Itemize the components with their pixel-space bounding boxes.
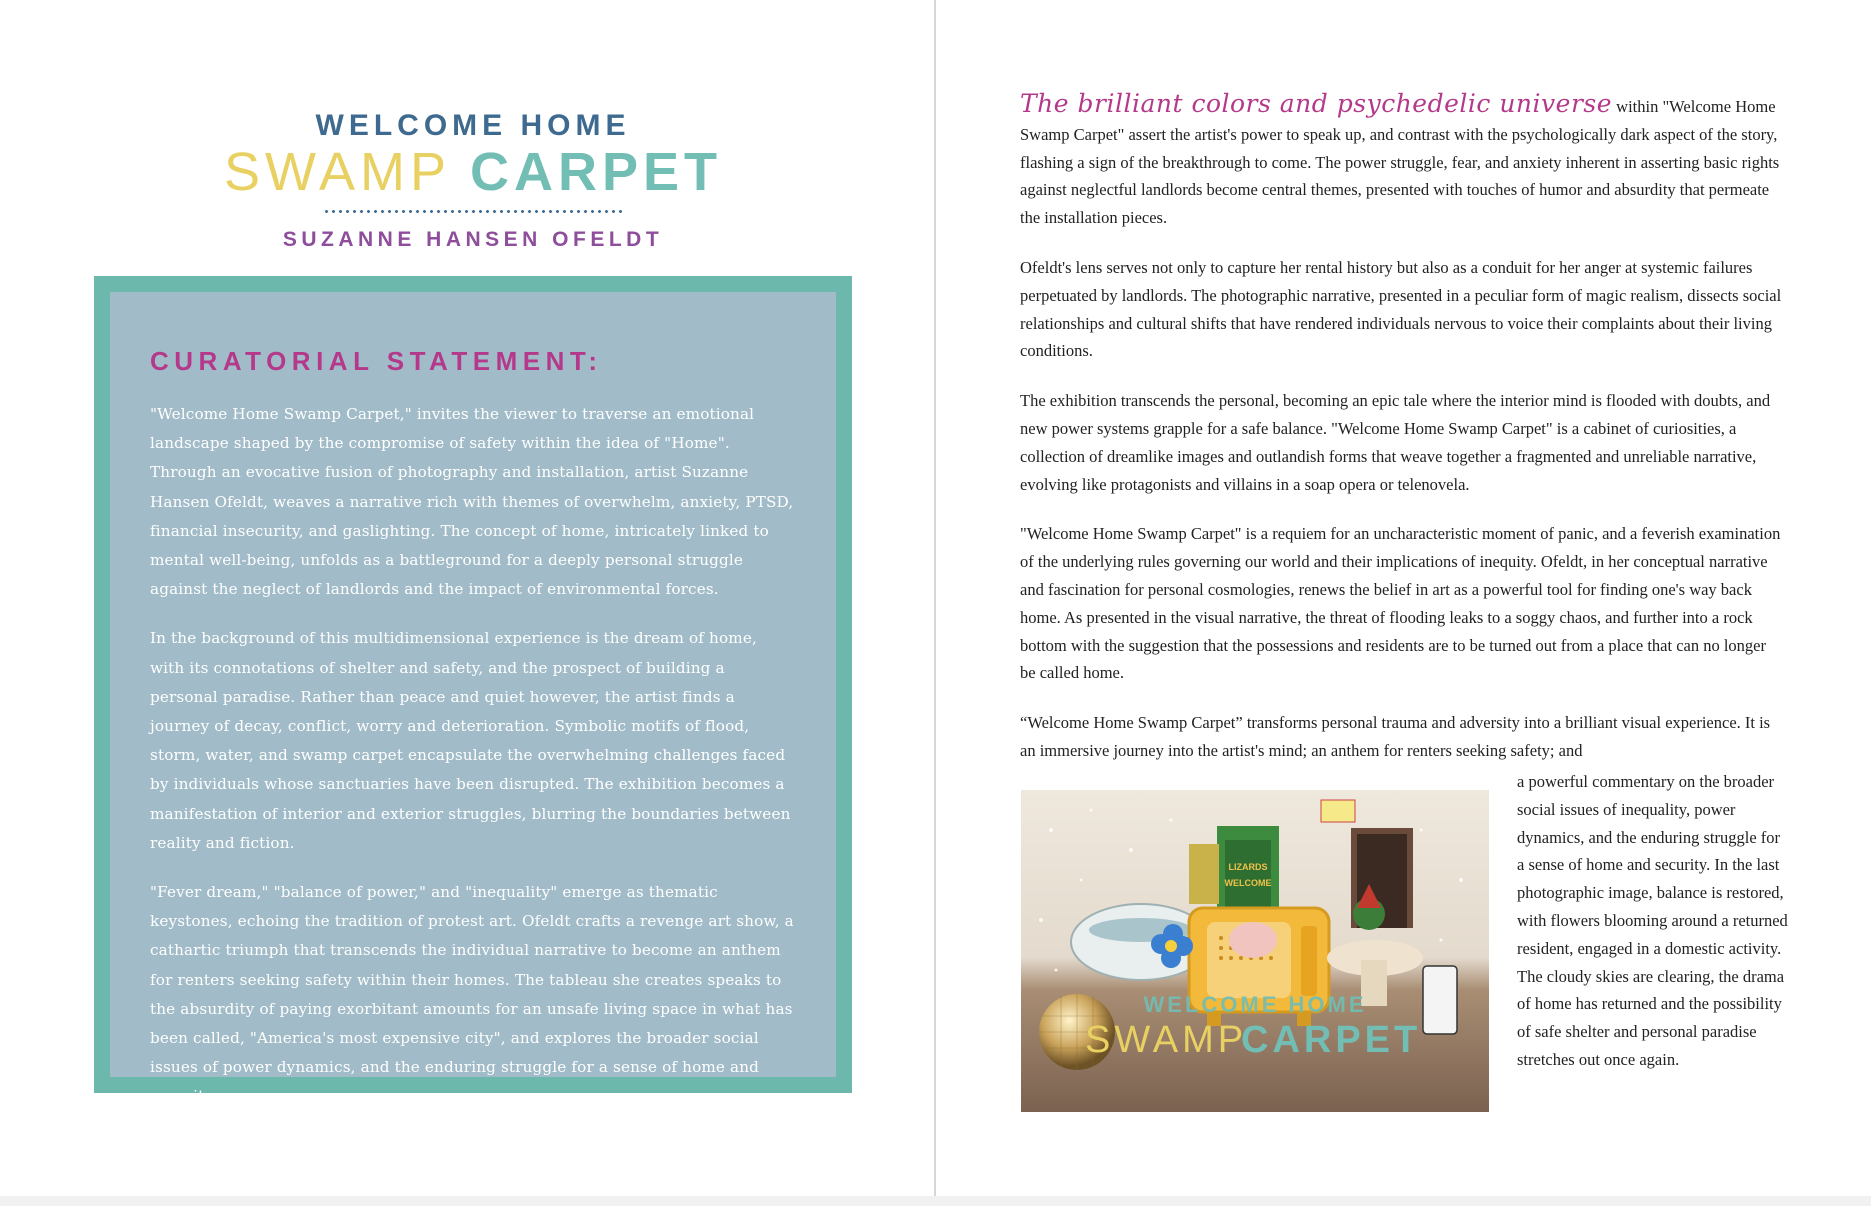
title-swamp: SWAMP [223, 142, 450, 202]
essay-paragraph: "Welcome Home Swamp Carpet" is a requiem for an uncharacteristic moment of panic, and a feverish examination of the underlying rules governing our world and their implications of inequity. Ofeldt, in her conceptual narrative and fascination for personal cosmologies, renews the belief in art as a powerful tool for finding one's way back home. As presented in the visual narrative, the threat of flooding leaks to a soggy chaos, and further into a rock bottom with the suggestion that the possessions and residents are to be turned out from a place that can no longer be called home. [1020, 524, 1781, 683]
photo-overlay-swamp: SWAMP [1085, 1019, 1248, 1061]
essay-paragraph: The exhibition transcends the personal, becoming an epic tale where the interior mind is flooded with doubts, and new power systems grapple for a safe balance. "Welcome Home Swamp Carpet" is a cabinet of curiosities, a collection of dreamlike images and outlandish forms that weave together a fragmented and unreliable narrative, evolving like protagonists and villains in a soap opera or telenovela. [1020, 391, 1771, 494]
page-divider [934, 0, 936, 1206]
curatorial-statement-heading: CURATORIAL STATEMENT: [150, 346, 603, 376]
title-swamp-carpet [94, 142, 852, 202]
statement-paragraph: "Fever dream," "balance of power," and "inequality" emerge as thematic keystones, echoing the tradition of protest art. Ofeldt crafts a revenge art show, a cathartic triumph that transcends the individual narrative to become an anthem for renters seeking safety within their homes. The tableau she creates speaks to the absurdity of paying exorbitant amounts for an unsafe living space in what has been called, "America's most expensive city", and explores the broader social issues of power dynamics, and the enduring struggle for a sense of home and security. [150, 883, 794, 1106]
essay-paragraph: Ofeldt's lens serves not only to capture her rental history but also as a conduit for her anger at systemic failures perpetuated by landlords. The photographic narrative, presented in a peculiar form of magic realism, dissects social relationships and cultural shifts that have rendered individuals nervous to voice their complaints about their living conditions. [1020, 257, 1782, 361]
essay-paragraph: “Welcome Home Swamp Carpet” transforms personal trauma and adversity into a brilliant visual experience. It is an immersive journey into the artist's mind; an anthem for renters seeking safety; and [1020, 713, 1771, 760]
pig-figure [1229, 922, 1277, 958]
photo-overlay-welcome-home: WELCOME HOME [1143, 992, 1367, 1017]
cup [1423, 966, 1457, 1034]
exhibition-photo [1021, 790, 1489, 1112]
photo-overlay-carpet: CARPET [1241, 1019, 1422, 1061]
dotted-divider [323, 210, 623, 213]
page-bottom-edge [0, 1196, 1871, 1206]
wrapped-text-column [1517, 768, 1789, 1074]
essay-wrap-paragraph: a powerful commentary on the broader social issues of inequality, power dynamics, and the enduring struggle for a sense of home and security. In the last photographic image, balance is restored, with flowers blooming around a returned resident, engaged in a domestic activity. The cloudy skies are clearing, the drama of home has returned and the possibility of safe shelter and personal paradise stretches out once again. [1517, 772, 1788, 1069]
script-lead-text: The brilliant colors and psychedelic universe [1020, 89, 1613, 118]
title-carpet: CARPET [470, 142, 723, 202]
statement-paragraph: "Welcome Home Swamp Carpet," invites the viewer to traverse an emotional landscape shaped by the compromise of safety within the idea of "Home". Through an evocative fusion of photography and installation, artist Suzanne Hansen Ofeldt, weaves a narrative rich with themes of overwhelm, anxiety, PTSD, financial insecurity, and gaslighting. The concept of home, intricately linked to mental well-being, unfolds as a battleground for a deeply personal struggle against the neglect of landlords and the impact of environmental forces. [150, 405, 794, 599]
statement-paragraph: In the background of this multidimensional experience is the dream of home, with its connotations of shelter and safety, and the prospect of building a personal paradise. Rather than peace and quiet however, the artist finds a journey of decay, conflict, worry and deterioration. Symbolic motifs of flood, storm, water, and swamp carpet encapsulate the overwhelming challenges faced by individuals whose sanctuaries have been disrupted. The exhibition becomes a manifestation of interior and exterior struggles, blurring the boundaries between reality and fiction. [150, 629, 791, 852]
curatorial-statement-inner [110, 292, 836, 1106]
title-block [94, 108, 852, 253]
essay-column [1020, 90, 1785, 787]
title-welcome-home: WELCOME HOME [315, 109, 631, 142]
essay-paragraph [1020, 90, 1785, 232]
author-name: SUZANNE HANSEN OFELDT [282, 228, 664, 251]
essay-paragraph-1-text: within "Welcome Home Swamp Carpet" assert the artist's power to speak up, and contrast with the psychologically dark aspect of the story, flashing a sign of the breakthrough to come. The power struggle, fear, and anxiety inherent in asserting basic rights against neglectful landlords become central themes, presented with touches of humor and absurdity that permeate the installation pieces. [1020, 97, 1780, 228]
curatorial-statement-box [94, 276, 852, 1106]
svg-text:LIZARDS: LIZARDS [1228, 862, 1268, 872]
exhibition-photo-illustration [1021, 790, 1489, 1112]
svg-text:WELCOME: WELCOME [1224, 878, 1272, 888]
